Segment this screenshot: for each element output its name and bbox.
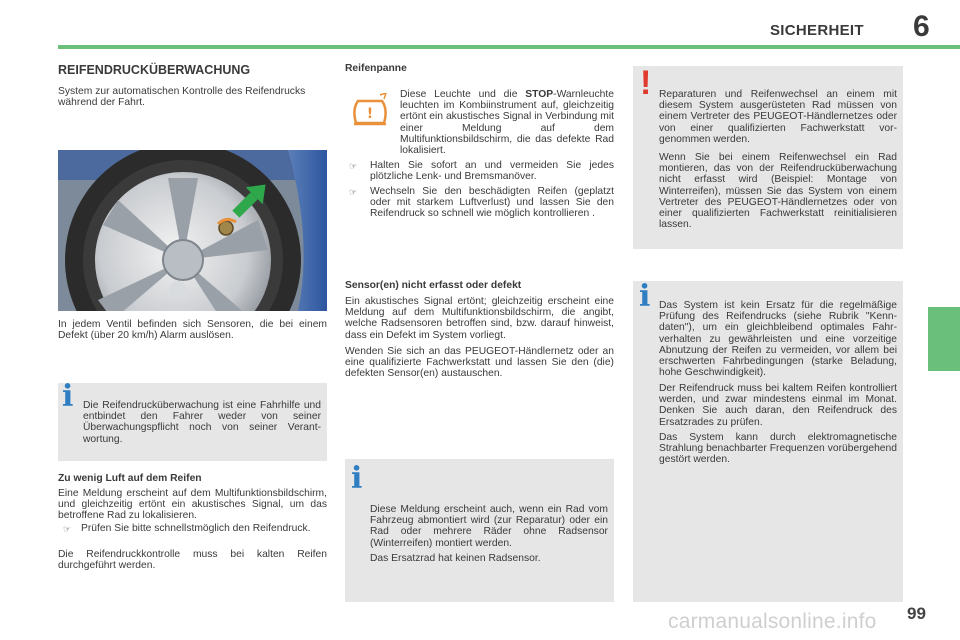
exclamation-icon: ! xyxy=(640,64,652,102)
info-text-right-2: Der Reifendruck muss bei kaltem Reifen kontrolliert werden, und zwar mindestens einmal im Monat. Denken Sie auch daran, den Reifendruck des Ersatzrades zu prüfen. xyxy=(659,383,897,428)
header-rule xyxy=(58,45,960,49)
chapter-side-tab xyxy=(928,307,960,371)
info-box-middle xyxy=(345,459,614,602)
pointing-hand-icon: ☞ xyxy=(349,161,358,171)
warning-box xyxy=(633,66,903,249)
low-pressure-text: Eine Meldung erscheint auf dem Multifunktionsbildschirm, und gleichzeitig ertönt ein akustisches Signal, um das betroffene Rad zu lokalisieren. xyxy=(58,488,327,522)
low-pressure-bullet: Prüfen Sie bitte schnellstmöglich den Reifendruck. xyxy=(81,523,311,534)
puncture-bullet-2: Wechseln Sie den beschädigten Reifen (geplatzt oder mit starkem Luftverlust) und lassen Sie den Reifendruck so schnell wie möglich kontrollieren . xyxy=(370,186,614,220)
sensor-heading: Sensor(en) nicht erfasst oder defekt xyxy=(345,280,522,291)
info-text-right-3: Das System kann durch elektromagnetische Strahlung benachbarter Frequenzen vorübergehend gestört werden. xyxy=(659,432,897,466)
info-text-middle-2: Das Ersatzrad hat keinen Radsensor. xyxy=(370,553,541,564)
sensor-text-1: Ein akustisches Signal ertönt; gleichzeitig erscheint eine Meldung auf dem Multifunktionsbildschirm, die angibt, welche Radsensoren betroffen sind, bzw. darauf hinweist, dass ein Defekt im System vorliegt. xyxy=(345,296,614,341)
info-text-middle-1: Diese Meldung erscheint auch, wenn ein Rad vom Fahrzeug abmontiert wird (zur Reparatur) oder ein Rad oder mehrere Räder ohne Radsensor (Winterreifen) montiert werden. xyxy=(370,504,608,549)
chapter-number: 6 xyxy=(913,10,930,43)
low-pressure-heading: Zu wenig Luft auf dem Reifen xyxy=(58,473,202,484)
info-text-right-1: Das System ist kein Ersatz für die regelmäßige Prüfung des Reifendrucks (siehe Rubrik "Kenndaten"), um ein gleichbleibend optimales Fahrverhalten zu gewährleisten und eine vorzeitige Abnutzung der Reifen zu vermeiden, vor allem bei erschwerten Fahrbedingungen (starke Beladung, hohe Geschwindigkeit). xyxy=(659,300,897,379)
puncture-heading: Reifenpanne xyxy=(345,63,407,74)
wheel-photo xyxy=(58,150,327,311)
photo-caption: In jedem Ventil befinden sich Sensoren, die bei einem Defekt (über 20 km/h) Alarm auslösen. xyxy=(58,319,327,342)
watermark: carmanualsonline.info xyxy=(668,610,877,633)
stop-warning-text: Diese Leuchte und die STOP-Warnleuchte leuchten im Kombiinstrument auf, gleichzeitig ertönt ein akustisches Signal in Verbindung mit einer Meldung auf dem Multifunktionsbildschirm, die das defekte Rad lokalisiert. xyxy=(400,89,614,157)
pointing-hand-icon: ☞ xyxy=(63,524,72,534)
warning-text-2: Wenn Sie bei einem Reifenwechsel ein Rad montieren, das von der Reifendrucküberwachung nicht erfasst wird (Beispiel: Montage von Winterreifen), müssen Sie das System von einem Vertreter des PEUGEOT-Händlernetzes oder von einer qualifizierten Fachwerkstatt reinitialisieren lassen. xyxy=(659,152,897,231)
info-icon: i xyxy=(639,279,651,314)
info-box-right xyxy=(633,281,903,602)
wheel-illustration xyxy=(58,150,327,311)
warning-text-1: Reparaturen und Reifenwechsel an einem mit diesem System ausgerüsteten Rad müssen von einem Vertreter des PEUGEOT-Händlernetzes oder von einer qualifizierten Fachwerkstatt vorgenommen werden. xyxy=(659,89,897,145)
intro-text: System zur automatischen Kontrolle des Reifendrucks während der Fahrt. xyxy=(58,86,306,109)
svg-text:!: ! xyxy=(366,106,374,122)
pointing-hand-icon: ☞ xyxy=(349,187,358,197)
chapter-title: SICHERHEIT xyxy=(770,22,864,39)
page-number: 99 xyxy=(907,604,926,623)
puncture-bullet-1: Halten Sie sofort an und vermeiden Sie jedes plötzliche Lenk- und Bremsmanöver. xyxy=(370,160,614,183)
low-pressure-text-2: Die Reifendruckkontrolle muss bei kalten Reifen durchgeführt werden. xyxy=(58,549,327,572)
section-heading: REIFENDRUCKÜBERWACHUNG xyxy=(58,63,251,77)
info-box-left xyxy=(58,379,327,461)
sensor-text-2: Wenden Sie sich an das PEUGEOT-Händlernetz oder an eine qualifizierte Fachwerkstatt und lassen Sie den (die) defekten Sensor(en) austauschen. xyxy=(345,346,614,380)
info-text-left: Die Reifendrucküberwachung ist eine Fahrhilfe und entbindet den Fahrer weder von seiner Überwachungspflicht noch von seiner Verantwortung. xyxy=(83,400,321,445)
tire-pressure-warning-icon xyxy=(350,93,390,127)
info-icon: i xyxy=(62,379,74,414)
info-icon: i xyxy=(351,461,363,496)
